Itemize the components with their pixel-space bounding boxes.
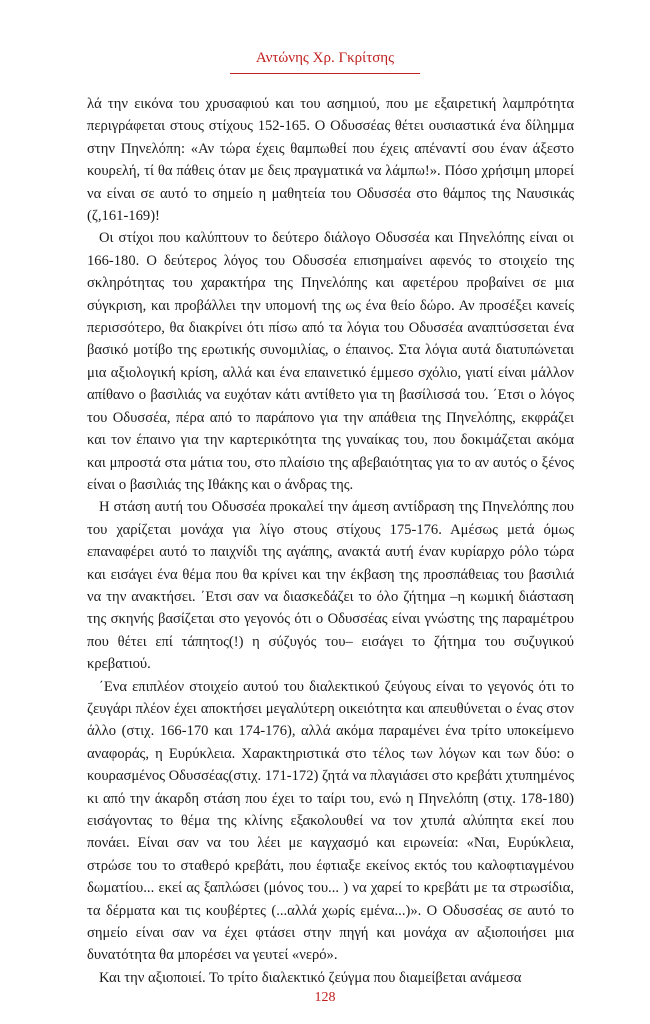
body-text — [87, 93, 574, 989]
running-head: Αντώνης Χρ. Γκρίτσης — [255, 50, 395, 66]
paragraph: Οι στίχοι που καλύπτουν το δεύτερο διάλογο Οδυσσέα και Πηνελόπης είναι οι 166-180. Ο δεύτερος λόγος του Οδυσσέα επισημαίνει αφενός το στοιχείο της σκληρότητας του χαρακτήρα της Πηνελόπης και αφετέρου προβαίνει σε μια σύγκριση, και προβάλλει την υπομονή της ως ένα θείο δώρο. Αν προσέξει κανείς περισσότερο, θα διακρίνει ότι πίσω από τα λόγια του Οδυσσέα αναπτύσσεται ένα βασικό μοτίβο της ερωτικής συνομιλίας, ο έπαινος. Στα λόγια αυτά διατυπώνεται μια αξιολογική κρίση, αλλά και ένα επαινετικό έμμεσο σχόλιο, γιατί είναι μάλλον απίθανο ο βασιλιάς να ευχόταν κάτι αντίθετο για τη βασίλισσά του. ΄Ετσι ο λόγος του Οδυσσέα, πέρα από το παράπονο για την απάθεια της Πηνελόπης, εκφράζει και τον έπαινο για την καρτερικότητα της γυναίκας του, που δοκιμάζεται ακόμα και μπροστά στα μάτια του, στο πλαίσιο της αβεβαιότητας για το αν αυτός ο ξένος είναι ο βασιλιάς της Ιθάκης και ο άνδρας της. — [87, 230, 574, 493]
paragraph: λά την εικόνα του χρυσαφιού και του ασημιού, που με εξαιρετική λαμπρότητα περιγράφεται στους στίχους 152-165. Ο Οδυσσέας θέτει ουσιαστικά ένα δίλημμα στην Πηνελόπη: «Αν τώρα έχεις θαμπωθεί που έχεις απέναντί σου έναν άξεστο κουρελή, τί θα πάθεις όταν με δεις πραγματικά να λάμπω!». Πόσο χρήσιμη μπορεί να είναι σε αυτό το σημείο η μαθητεία του Οδυσσέα στο θάμπος της Ναυσικάς (ζ,161-169)! — [87, 96, 574, 225]
paragraph: ΄Ενα επιπλέον στοιχείο αυτού του διαλεκτικού ζεύγους είναι το γεγονός ότι το ζευγάρι πλέον έχει αποκτήσει μεγαλύτερη οικειότητα και απευθύνεται ο ένας στον άλλο (στιχ. 166-170 και 174-176), αλλά ακόμα παραμένει ένα τρίτο υποκείμενο αναφοράς, η Ευρύκλεια. Χαρακτηριστικά στο τέλος των λόγων και των δύο: ο κουρασμένος Οδυσσέας(στιχ. 171-172) ζητά να πλαγιάσει στο κρεβάτι χτυπημένος κι από την άκαρδη στάση που έχει το ταίρι του, ενώ η Πηνελόπη (στιχ. 178-180) εισάγοντας το θέμα της κλίνης εξακολουθεί να τον χτυπά αλύπητα εκεί που πονάει. Είναι σαν να του λέει με καγχασμό και ειρωνεία: «Ναι, Ευρύκλεια, στρώσε του το σταθερό κρεβάτι, που έφτιαξε εκείνος εκτός του καλοφτιαγμένου δωματίου... εκεί ας ξαπλώσει (μόνος του... ) να χαρεί το κρεβάτι με τα στρωσίδια, τα δέρματα και τις κουβέρτες (...αλλά χωρίς εμένα...)». Ο Οδυσσέας σε αυτό το σημείο είναι σαν να έχει φτάσει στην πηγή και μονάχα αν αξιοποιήσει μια δυνατότητα θα μπορέσει να γευτεί «νερό». — [87, 678, 574, 964]
page-number: 128 — [314, 990, 336, 1005]
paragraph: Η στάση αυτή του Οδυσσέα προκαλεί την άμεση αντίδραση της Πηνελόπης που του χαρίζεται μονάχα για λίγο στους στίχους 175-176. Αμέσως μετά όμως επαναφέρει αυτό το παιχνίδι της αγάπης, ανακτά αυτή έναν κυρίαρχο ρόλο τώρα και εισάγει ένα θέμα που θα κρίνει και την έκβαση της προσπάθειας του βασιλιά να την ανακτήσει. ΄Ετσι σαν να διασκεδάζει το όλο ζήτημα –η κωμική διάσταση της σκηνής βασίζεται στο γεγονός ότι ο Οδυσσέας είναι γνώστης της παραμέτρου που θέτει επί τάπητος(!) η σύζυγός του– εισάγει το ζήτημα του συζυγικού κρεβατιού. — [87, 499, 574, 673]
paragraph: Και την αξιοποιεί. Το τρίτο διαλεκτικό ζεύγμα που διαμείβεται ανάμεσα — [99, 969, 522, 986]
header-rule — [230, 73, 420, 74]
